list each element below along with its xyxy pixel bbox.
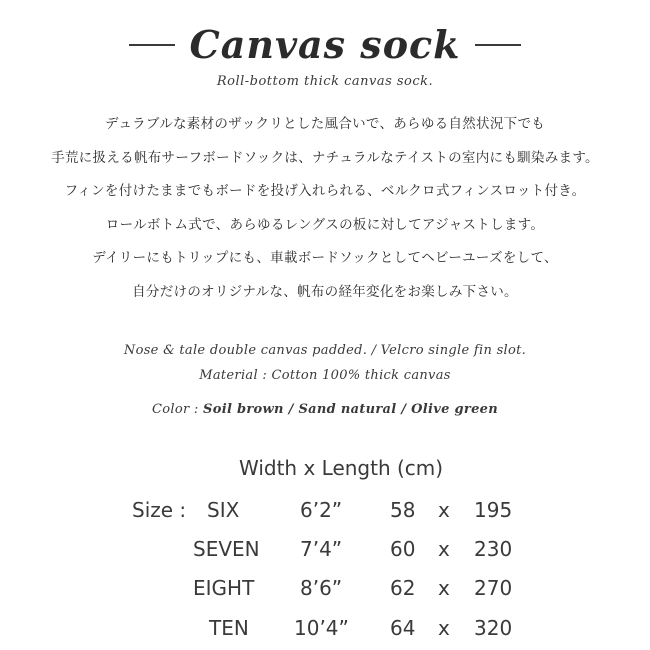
size-width: 58 (390, 498, 416, 522)
size-name: SEVEN (193, 537, 260, 561)
description-line: 手荒に扱える帆布サーフボードソックは、ナチュラルなテイストの室内にも馴染みます。 (51, 149, 599, 166)
description-line: フィンを付けたままでもボードを投げ入れられる、ベルクロ式フィンスロット付き。 (64, 183, 586, 199)
description-line: ロールボトム式で、あらゆるレングスの板に対してアジャストします。 (105, 216, 545, 233)
size-width: 60 (390, 537, 416, 561)
size-multiply: x (438, 576, 450, 600)
details-line-padding: Nose & tale double canvas padded. / Velcro single fin slot. (123, 343, 527, 358)
size-length-ft: 10’4” (294, 616, 349, 640)
size-table-heading: Width x Length (cm) (239, 456, 444, 480)
description-line: デュラブルな素材のザックリとした風合いで、あらゆる自然状況下でも (104, 116, 546, 132)
size-length-ft: 6’2” (300, 498, 343, 522)
size-multiply: x (438, 616, 450, 640)
size-multiply: x (438, 498, 450, 522)
size-length-cm: 320 (474, 616, 513, 640)
size-length-cm: 270 (474, 576, 513, 600)
size-width: 64 (390, 616, 416, 640)
size-length-ft: 8’6” (300, 576, 343, 600)
subtitle: Roll-bottom thick canvas sock. (216, 74, 434, 89)
size-name: TEN (209, 616, 249, 640)
size-name: EIGHT (193, 576, 255, 600)
details-line-material: Material : Cotton 100% thick canvas (199, 368, 451, 383)
color-options: Soil brown / Sand natural / Olive green (203, 402, 498, 417)
size-multiply: x (438, 537, 450, 561)
size-width: 62 (390, 576, 416, 600)
size-length-ft: 7’4” (300, 537, 343, 561)
description-line: 自分だけのオリジナルな、帆布の経年変化をお楽しみ下さい。 (132, 283, 518, 300)
description-line: デイリーにもトリップにも、車載ボードソックとしてヘビーユーズをして、 (92, 250, 558, 266)
size-name: SIX (207, 498, 240, 522)
page-title: Canvas sock (189, 22, 461, 67)
size-length-cm: 195 (474, 498, 513, 522)
color-label: Color : (152, 402, 204, 417)
size-length-cm: 230 (474, 537, 513, 561)
size-label: Size : (132, 498, 187, 522)
